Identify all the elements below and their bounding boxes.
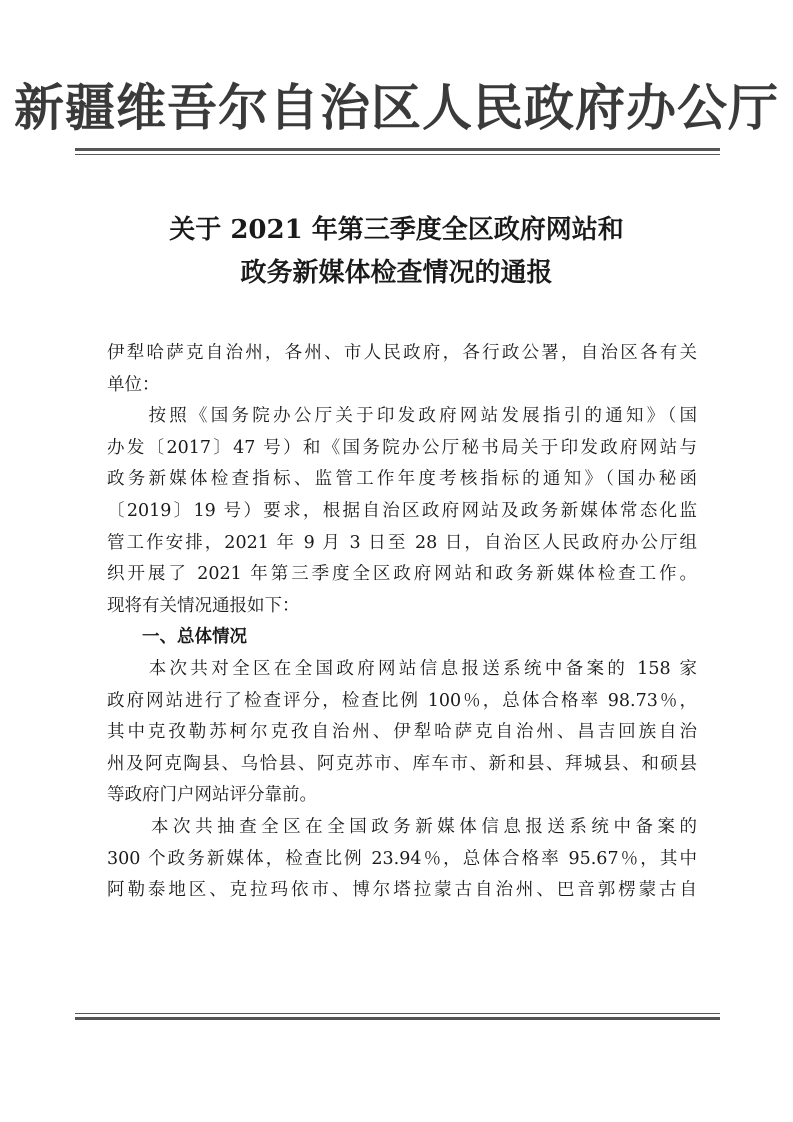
paragraph-line: 本次共抽查全区在全国政务新媒体信息报送系统中备案的 (107, 816, 697, 837)
header-rule-thin (75, 154, 720, 155)
paragraph-line: 300 个政务新媒体，检查比例 23.94％，总体合格率 95.67％，其中 (107, 848, 697, 869)
paragraph-line: 州及阿克陶县、乌恰县、阿克苏市、库车市、新和县、拜城县、和硕县 (107, 753, 697, 774)
footer-rule-thin (75, 1013, 720, 1014)
footer-rule-thick (75, 1017, 720, 1020)
paragraph-line: 〔2019〕19 号）要求，根据自治区政府网站及政务新媒体常态化监 (107, 500, 697, 521)
paragraph-line: 按照《国务院办公厅关于印发政府网站发展指引的通知》（国 (107, 406, 697, 427)
paragraph-line: 本次共对全区在全国政府网站信息报送系统中备案的 158 家 (107, 658, 697, 679)
document-title-line-2: 政务新媒体检查情况的通报 (240, 258, 553, 288)
paragraph-line: 等政府门户网站评分靠前。 (107, 785, 317, 806)
addressee-line: 伊犁哈萨克自治州，各州、市人民政府，各行政公署，自治区各有关 (107, 343, 697, 363)
section-heading: 一、总体情况 (107, 627, 247, 648)
paragraph-line: 织开展了 2021 年第三季度全区政府网站和政务新媒体检查工作。 (107, 564, 697, 585)
header-rule-thick (75, 148, 720, 151)
paragraph-line: 办发〔2017〕47 号）和《国务院办公厅秘书局关于印发政府网站与 (107, 437, 697, 458)
paragraph-line: 管工作安排，2021 年 9 月 3 日至 28 日，自治区人民政府办公厅组 (107, 532, 697, 553)
paragraph-line: 政府网站进行了检查评分，检查比例 100％，总体合格率 98.73％， (107, 690, 697, 711)
document-body (107, 338, 697, 907)
paragraph-line: 政务新媒体检查指标、监管工作年度考核指标的通知》（国办秘函 (107, 469, 697, 490)
issuing-authority-header: 新疆维吾尔自治区人民政府办公厅 (14, 78, 779, 137)
paragraph-line: 阿勒泰地区、克拉玛依市、博尔塔拉蒙古自治州、巴音郭楞蒙古自 (107, 880, 697, 901)
paragraph-line: 现将有关情况通报如下： (107, 595, 300, 616)
paragraph-line: 其中克孜勒苏柯尔克孜自治州、伊犁哈萨克自治州、昌吉回族自治 (107, 722, 697, 743)
addressee-line: 单位： (107, 374, 160, 395)
document-title-line-1: 关于 2021 年第三季度全区政府网站和 (169, 215, 624, 245)
